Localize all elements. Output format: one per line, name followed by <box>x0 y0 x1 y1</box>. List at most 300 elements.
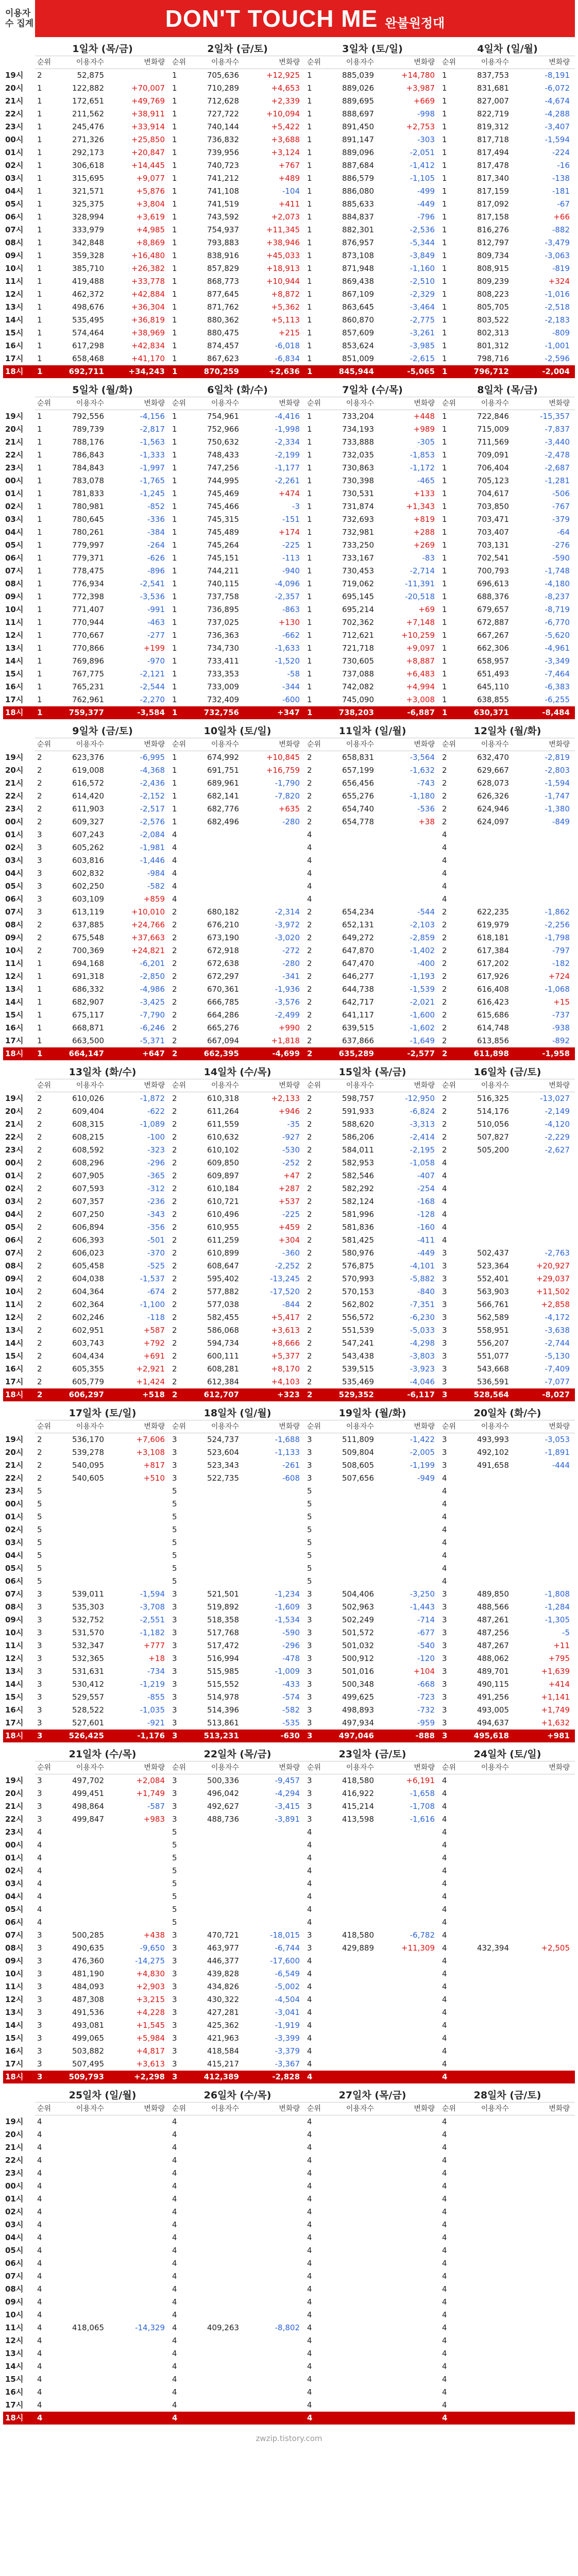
table-row <box>305 1665 440 1678</box>
users-cell: 822,719 <box>477 109 509 118</box>
table-row <box>305 1182 440 1195</box>
rank-cell: 1 <box>307 682 312 691</box>
change-cell <box>108 2296 170 2309</box>
users-cell: 342,848 <box>72 238 104 247</box>
rank-cell: 4 <box>307 1892 312 1901</box>
users-cell <box>190 1549 243 1562</box>
rank-cell: 2 <box>307 791 312 801</box>
rank-cell: 1 <box>37 1023 42 1032</box>
table-row <box>305 1498 440 1511</box>
users-cell: 616,408 <box>477 985 509 994</box>
change-cell: -888 <box>415 1731 435 1740</box>
table-row <box>35 211 170 224</box>
change-cell: -1,808 <box>545 1589 570 1599</box>
change-cell: -1,412 <box>410 161 435 170</box>
column-header-cell: 변화량 <box>549 2105 570 2113</box>
change-cell: -797 <box>552 946 570 955</box>
time-label: 00시 <box>5 1840 24 1850</box>
column-header-cell: 순위 <box>442 399 456 408</box>
users-cell: 610,184 <box>207 1184 239 1193</box>
table-row <box>440 1170 575 1182</box>
users-cell: 801,312 <box>477 341 509 350</box>
time-label: 10시 <box>5 1628 24 1637</box>
change-cell <box>243 2244 305 2257</box>
rank-cell: 4 <box>442 1210 447 1219</box>
table-row <box>35 2309 170 2321</box>
table-row <box>440 82 575 95</box>
users-cell: 733,009 <box>207 682 239 691</box>
table-row <box>305 1903 440 1916</box>
change-cell: +8,869 <box>136 238 165 247</box>
users-cell <box>460 2309 513 2321</box>
total-row <box>170 365 305 378</box>
column-header-cell: 변화량 <box>144 58 165 66</box>
table-row <box>440 1626 575 1639</box>
change-cell: +3,124 <box>271 148 300 157</box>
change-cell <box>378 1865 440 1877</box>
users-cell: 887,684 <box>342 161 374 170</box>
rank-cell: 1 <box>442 109 447 118</box>
rank-cell: 1 <box>37 515 42 524</box>
users-cell <box>55 1536 108 1549</box>
change-cell: -5,882 <box>410 1274 435 1283</box>
users-cell: 737,025 <box>207 618 239 627</box>
change-cell <box>378 893 440 906</box>
rank-cell: 1 <box>307 264 312 273</box>
users-cell <box>325 2334 378 2347</box>
rank-cell: 4 <box>442 2233 447 2242</box>
time-label: 08시 <box>5 238 24 247</box>
users-cell <box>55 1498 108 1511</box>
users-cell: 654,740 <box>342 804 374 814</box>
rank-cell: 1 <box>37 354 42 363</box>
rank-cell: 2 <box>172 1197 177 1206</box>
rank-cell: 4 <box>442 2008 447 2017</box>
rank-cell: 4 <box>442 2059 447 2069</box>
rank-cell: 2 <box>442 1107 447 1116</box>
change-cell <box>513 1813 575 1826</box>
rank-cell: 4 <box>172 2349 177 2358</box>
change-cell: +174 <box>278 528 300 537</box>
change-cell <box>378 1955 440 1968</box>
users-cell: 535,303 <box>72 1602 104 1612</box>
rank-cell: 4 <box>442 1995 447 2004</box>
users-cell: 608,215 <box>72 1132 104 1142</box>
users-cell: 748,433 <box>207 450 239 460</box>
change-cell <box>513 1221 575 1234</box>
change-cell: +324 <box>548 277 570 286</box>
change-cell <box>108 2231 170 2244</box>
users-cell: 745,151 <box>207 553 239 563</box>
users-cell <box>460 1774 513 1787</box>
rank-cell: 1 <box>172 592 177 601</box>
change-cell: -2,021 <box>410 997 435 1007</box>
time-label: 13시 <box>5 2349 24 2358</box>
rank-cell: 1 <box>307 643 312 653</box>
column-header-cell: 변화량 <box>144 1081 165 1090</box>
change-cell: -16 <box>557 161 570 170</box>
table-row <box>305 1652 440 1665</box>
time-label: 06시 <box>5 894 24 904</box>
table-row <box>305 931 440 944</box>
users-cell <box>460 1182 513 1195</box>
column-header-cell: 순위 <box>172 2105 186 2113</box>
table-row <box>440 1144 575 1157</box>
change-cell <box>513 2071 575 2083</box>
day-table <box>440 1065 575 1401</box>
table-row <box>440 693 575 706</box>
rank-cell: 4 <box>442 2130 447 2139</box>
table-row <box>35 1890 170 1903</box>
table-row <box>440 1691 575 1704</box>
users-cell: 745,264 <box>207 540 239 550</box>
table-row <box>440 642 575 655</box>
rank-cell: 3 <box>307 1473 312 1483</box>
change-cell <box>513 2360 575 2373</box>
table-row <box>170 1678 305 1691</box>
table-row <box>170 288 305 301</box>
change-cell: -1,534 <box>275 1615 300 1624</box>
table-row <box>440 1273 575 1285</box>
users-cell <box>325 893 378 906</box>
change-cell <box>243 2283 305 2296</box>
table-row <box>170 449 305 462</box>
table-row <box>305 2283 440 2296</box>
users-cell <box>460 2141 513 2154</box>
table-row <box>170 69 305 82</box>
rank-cell: 3 <box>37 1930 42 1940</box>
table-row <box>440 1800 575 1813</box>
rank-cell: 3 <box>172 1956 177 1965</box>
change-cell: +5,377 <box>271 1351 300 1361</box>
rank-cell: 1 <box>37 1010 42 1020</box>
time-label: 02시 <box>5 502 24 511</box>
table-row <box>170 1311 305 1324</box>
table-row <box>35 2141 170 2154</box>
users-cell: 608,315 <box>72 1120 104 1129</box>
change-cell: -3,020 <box>275 933 300 942</box>
rank-cell: 1 <box>442 341 447 350</box>
column-header-cell: 이용자수 <box>481 399 509 408</box>
users-cell <box>325 1575 378 1588</box>
table-row <box>440 1929 575 1942</box>
rank-cell: 4 <box>442 1840 447 1850</box>
change-cell <box>243 1536 305 1549</box>
time-label: 09시 <box>5 592 24 601</box>
users-cell: 868,773 <box>207 277 239 286</box>
table-row <box>170 2399 305 2412</box>
table-row <box>305 1092 440 1105</box>
table-row <box>305 970 440 983</box>
change-cell: +2,073 <box>271 212 300 222</box>
rank-cell: 4 <box>37 1827 42 1837</box>
users-cell <box>190 1877 243 1890</box>
rank-cell: 4 <box>307 1969 312 1978</box>
users-cell <box>460 893 513 906</box>
users-cell: 489,701 <box>477 1667 509 1676</box>
change-cell <box>243 2218 305 2231</box>
table-row <box>305 1350 440 1363</box>
rank-cell: 3 <box>172 2033 177 2043</box>
table-row <box>305 69 440 82</box>
table-row <box>170 1131 305 1144</box>
table-row <box>170 642 305 655</box>
day-title: 26일차 (수/목) <box>203 2090 271 2101</box>
table-row <box>305 764 440 777</box>
table-row <box>35 1865 170 1877</box>
table-row <box>170 1968 305 1980</box>
rank-cell: 4 <box>442 2156 447 2165</box>
table-row <box>35 983 170 996</box>
users-cell <box>460 1234 513 1247</box>
column-header <box>35 1761 170 1774</box>
time-label: 17시 <box>5 354 24 363</box>
users-cell: 604,038 <box>72 1274 104 1283</box>
users-cell: 491,536 <box>72 2008 104 2017</box>
users-cell: 315,695 <box>72 174 104 183</box>
rank-cell: 1 <box>307 579 312 588</box>
users-cell: 497,046 <box>338 1731 374 1740</box>
rank-cell: 3 <box>442 1461 447 1470</box>
rank-cell: 1 <box>172 315 177 325</box>
column-header-cell: 이용자수 <box>211 2105 239 2113</box>
table-row <box>440 2309 575 2321</box>
table-row <box>440 1890 575 1903</box>
rank-cell: 2 <box>172 959 177 968</box>
week-block <box>3 724 575 1060</box>
rank-cell: 1 <box>172 412 177 421</box>
users-cell: 731,874 <box>342 502 374 511</box>
table-row <box>170 1787 305 1800</box>
time-label: 19시 <box>5 412 24 421</box>
users-cell <box>55 2399 108 2412</box>
time-label: 03시 <box>5 1538 24 1547</box>
table-row <box>170 2141 305 2154</box>
day-title: 13일차 (화/수) <box>69 1066 137 1078</box>
users-cell: 712,628 <box>207 96 239 106</box>
change-cell: -20,518 <box>405 592 435 601</box>
table-row <box>440 146 575 159</box>
change-cell <box>108 2154 170 2167</box>
time-label: 18시 <box>3 1730 35 1742</box>
rank-cell: 3 <box>307 1435 312 1444</box>
rank-cell: 4 <box>442 1473 447 1483</box>
rank-cell: 5 <box>307 1486 312 1496</box>
rank-cell: 1 <box>172 328 177 337</box>
change-cell: -182 <box>552 959 570 968</box>
time-column <box>3 1748 35 2083</box>
rank-cell: 1 <box>442 122 447 131</box>
users-cell: 515,985 <box>207 1667 239 1676</box>
time-label: 23시 <box>5 122 24 131</box>
rank-cell: 1 <box>37 412 42 421</box>
table-row <box>35 1929 170 1942</box>
column-header-cell: 순위 <box>307 1422 321 1431</box>
change-cell: -5,002 <box>275 1982 300 1991</box>
table-row <box>35 2032 170 2045</box>
table-row <box>35 1337 170 1350</box>
rank-cell: 4 <box>172 2310 177 2319</box>
users-cell: 434,826 <box>207 1982 239 1991</box>
rank-cell: 1 <box>37 695 42 704</box>
table-row <box>305 1157 440 1170</box>
table-row <box>305 919 440 931</box>
time-label: 04시 <box>5 528 24 537</box>
week-block <box>3 1065 575 1401</box>
change-cell: +8,170 <box>271 1364 300 1374</box>
day-title: 12일차 (월/화) <box>473 725 541 737</box>
table-row <box>305 1324 440 1337</box>
change-cell: -2,615 <box>410 354 435 363</box>
time-label: 06시 <box>5 1918 24 1927</box>
users-cell: 535,495 <box>72 315 104 325</box>
table-row <box>440 474 575 487</box>
users-cell <box>55 1549 108 1562</box>
change-cell: -100 <box>147 1132 165 1142</box>
rank-cell: 1 <box>172 817 177 826</box>
users-cell: 876,957 <box>342 238 374 247</box>
rank-cell: 2 <box>442 907 447 917</box>
users-cell <box>55 2206 108 2218</box>
change-cell: -4,416 <box>275 412 300 421</box>
change-cell <box>513 2244 575 2257</box>
users-cell: 658,957 <box>477 656 509 666</box>
change-cell <box>108 2360 170 2373</box>
table-row <box>305 1717 440 1730</box>
users-cell <box>190 1498 243 1511</box>
time-label: 22시 <box>5 1473 24 1483</box>
rank-cell: 1 <box>307 174 312 183</box>
table-row <box>35 1704 170 1717</box>
rank-cell: 4 <box>37 2400 42 2410</box>
time-label: 15시 <box>5 328 24 337</box>
change-cell <box>243 2167 305 2180</box>
change-cell <box>513 2019 575 2032</box>
users-cell: 651,493 <box>477 669 509 679</box>
time-label: 06시 <box>5 553 24 563</box>
rank-cell: 4 <box>172 2400 177 2410</box>
time-label: 14시 <box>5 2021 24 2030</box>
day-title: 18일차 (일/월) <box>203 1408 271 1419</box>
rank-cell: 4 <box>307 2072 313 2081</box>
change-cell: +288 <box>413 528 435 537</box>
rank-cell: 1 <box>442 302 447 312</box>
rank-cell: 1 <box>442 463 447 472</box>
change-cell: -2,541 <box>140 579 165 588</box>
table-row <box>305 1826 440 1839</box>
table-row <box>305 2244 440 2257</box>
table-row <box>170 1324 305 1337</box>
table-row <box>440 1208 575 1221</box>
change-cell <box>513 2309 575 2321</box>
table-row <box>305 436 440 449</box>
rank-cell: 2 <box>37 753 42 762</box>
users-cell <box>55 2115 108 2128</box>
change-cell: -1,747 <box>545 791 570 801</box>
change-cell <box>513 2032 575 2045</box>
rank-cell: 4 <box>442 2117 447 2126</box>
change-cell: +38 <box>418 817 435 826</box>
rank-cell: 2 <box>37 1132 42 1142</box>
users-cell: 662,306 <box>477 643 509 653</box>
day-title: 3일차 (토/일) <box>342 43 403 55</box>
table-row <box>35 262 170 275</box>
users-cell: 789,739 <box>72 425 104 434</box>
users-cell: 446,377 <box>207 1956 239 1965</box>
table-row <box>305 1273 440 1285</box>
table-row <box>170 500 305 513</box>
users-cell: 808,915 <box>477 264 509 273</box>
users-cell: 745,090 <box>342 695 374 704</box>
users-cell <box>460 2167 513 2180</box>
users-cell: 750,632 <box>207 437 239 447</box>
table-row <box>170 616 305 629</box>
change-cell <box>513 1890 575 1903</box>
weeks-container <box>3 42 575 2425</box>
users-cell: 574,464 <box>72 328 104 337</box>
change-cell: -506 <box>552 489 570 498</box>
table-row <box>35 436 170 449</box>
change-cell: -3,536 <box>140 592 165 601</box>
rank-cell: 4 <box>37 2323 42 2332</box>
table-row <box>440 2141 575 2154</box>
change-cell <box>513 2283 575 2296</box>
change-cell <box>378 2141 440 2154</box>
time-label: 19시 <box>5 2117 24 2126</box>
rank-cell: 2 <box>172 1313 177 1322</box>
change-cell <box>108 2399 170 2412</box>
rank-cell: 4 <box>37 2168 42 2178</box>
users-cell: 851,009 <box>342 354 374 363</box>
users-cell: 610,496 <box>207 1210 239 1219</box>
users-cell: 581,425 <box>342 1235 374 1245</box>
change-cell: -991 <box>147 605 165 614</box>
users-cell: 432,394 <box>477 1943 509 1953</box>
rank-cell: 3 <box>37 1628 42 1637</box>
rank-cell: 2 <box>37 1473 42 1483</box>
column-header <box>305 1761 440 1774</box>
table-row <box>440 1549 575 1562</box>
footer-credit: zwzip.tistory.com <box>256 2434 322 2443</box>
table-row <box>170 2231 305 2244</box>
change-cell <box>378 1511 440 1523</box>
rank-cell: 3 <box>172 1776 177 1785</box>
users-cell <box>190 1511 243 1523</box>
table-row <box>440 970 575 983</box>
users-cell: 497,934 <box>342 1718 374 1727</box>
users-cell: 492,627 <box>207 1802 239 1811</box>
rank-cell: 3 <box>37 2021 42 2030</box>
column-header-cell: 이용자수 <box>346 58 374 66</box>
change-cell: -3,576 <box>275 997 300 1007</box>
change-cell: +4,985 <box>136 225 165 234</box>
table-row <box>35 2128 170 2141</box>
table-row <box>440 1472 575 1485</box>
time-label: 05시 <box>5 1905 24 1914</box>
rank-cell: 4 <box>442 1158 447 1167</box>
change-cell <box>378 2309 440 2321</box>
rank-cell: 2 <box>172 1120 177 1129</box>
time-label: 10시 <box>5 1969 24 1978</box>
rank-cell: 3 <box>172 1615 177 1624</box>
table-row <box>305 629 440 642</box>
rank-cell: 4 <box>172 2181 177 2191</box>
table-row <box>305 1376 440 1388</box>
table-row <box>170 1929 305 1942</box>
table-row <box>170 314 305 327</box>
change-cell <box>513 2154 575 2167</box>
change-cell: +133 <box>413 489 435 498</box>
